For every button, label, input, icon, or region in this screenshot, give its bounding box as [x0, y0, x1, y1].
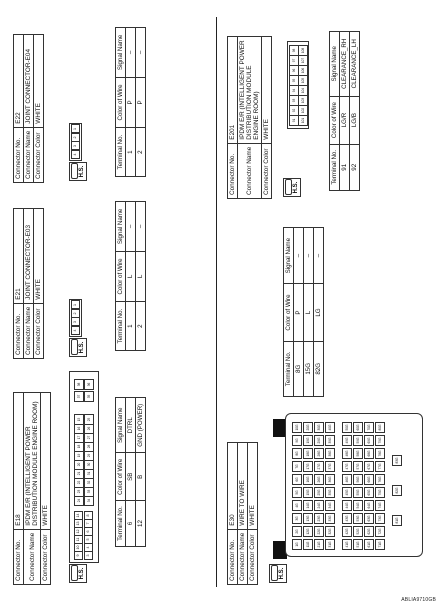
harness-side-icon: H.S. [69, 162, 87, 181]
connector-panel-e21 [11, 191, 213, 361]
connector-color-value: WHITE [262, 36, 272, 143]
connector-info-table: Connector No. E30 Connector Name WIRE TO WIRE Connector Color WHITE [227, 442, 258, 585]
terminal-pin: 22 [74, 477, 84, 488]
terminal-pin: 14 [74, 511, 83, 520]
terminal-pin: 66G [364, 474, 374, 485]
terminal-pin: 31 [84, 468, 94, 479]
terminal-pin: 44G [342, 500, 352, 511]
terminal-pin: 9 [74, 551, 83, 560]
terminal-pin: 74G [375, 500, 385, 511]
terminal-table-e30: Terminal No. Color of Wire Signal Name 8G P – 15G L – 82G LG – [283, 227, 324, 397]
table-row: 8G P – [294, 228, 304, 397]
connector-panel-e201 [225, 19, 427, 201]
terminal-pin: 31G [325, 539, 335, 550]
terminal-pin: 58G [353, 448, 363, 459]
terminal-pin: 101 [298, 115, 308, 126]
terminal-pin: 4 [71, 150, 80, 159]
terminal-pin: 15G [303, 487, 313, 498]
terminal-pin: 26G [314, 474, 324, 485]
connector-color-value: WHITE [41, 392, 51, 529]
terminal-pin: 95 [289, 75, 299, 86]
terminal-pin: 43G [342, 513, 352, 524]
connector-name-value: IPDM E/R (INTELLIGENT POWER DISTRIBUTION MODULE ENGINE ROOM) [24, 392, 41, 529]
terminal-pin: 29G [314, 435, 324, 446]
connector-info-table: Connector No. E201 Connector Name IPDM E/R (INTELLIGENT POWER DISTRIBUTION MODULE ENGINE ROOM) Connector Color WHITE [227, 36, 272, 199]
terminal-pin: 61G [364, 539, 374, 550]
terminal-pin: 14G [303, 500, 313, 511]
terminal-pin: 5G [292, 487, 302, 498]
terminal-pin: 77G [375, 461, 385, 472]
terminal-pin: 7 [84, 519, 93, 528]
terminal-pin: 72G [375, 526, 385, 537]
connector-color-value: WHITE [34, 208, 44, 303]
terminal-pin: 78G [375, 448, 385, 459]
terminal-pin: 94 [289, 85, 299, 96]
terminal-pin: 52G [353, 526, 363, 537]
terminal-pin: 91 [289, 115, 299, 126]
terminal-pin: 34 [84, 495, 94, 506]
terminal-pin: 40G [325, 422, 335, 433]
top-half [9, 17, 215, 587]
terminal-pin: 32G [325, 526, 335, 537]
terminal-pin: 81G [392, 515, 402, 526]
terminal-pin: 17 [74, 432, 84, 443]
terminal-pin: 68G [364, 448, 374, 459]
terminal-pin: 50G [342, 422, 352, 433]
connector-info-table: Connector No. E22 Connector Name JOINT CONNECTOR-E04 Connector Color WHITE [13, 34, 44, 183]
terminal-pin: 4G [292, 500, 302, 511]
terminal-pin: 42G [342, 526, 352, 537]
terminal-pin: 103 [298, 95, 308, 106]
terminal-table-e201: Terminal No. Color of Wire Signal Name 91 LG/R CLEARANCE_RH 92 LG/B CLEARANCE_LH [329, 31, 360, 191]
terminal-pin: 1 [71, 125, 80, 134]
rotated-content [9, 17, 429, 587]
connector-color-value: WHITE [34, 34, 44, 127]
terminal-pin: 8 [84, 511, 93, 520]
terminal-pin: 36G [325, 474, 335, 485]
terminal-pin: 79G [375, 435, 385, 446]
table-row: 2 L – [136, 202, 146, 351]
terminal-pin: 6 [84, 527, 93, 536]
terminal-pin: 92 [289, 105, 299, 116]
connector-face-e18 [69, 371, 99, 563]
table-row: 1 P – [126, 28, 136, 177]
terminal-pin: 107 [298, 55, 308, 66]
terminal-pin: 28 [84, 441, 94, 452]
terminal-pin: 30 [84, 459, 94, 470]
terminal-pin: 45G [342, 487, 352, 498]
terminal-pin: 25G [314, 487, 324, 498]
terminal-pin: 4 [84, 543, 93, 552]
terminal-pin: 108 [298, 45, 308, 56]
harness-side-icon: H.S. [69, 338, 87, 357]
terminal-table-e21: Terminal No. Color of Wire Signal Name 1 L – 2 L – [115, 201, 146, 351]
terminal-pin: 24 [74, 495, 84, 506]
terminal-pin: 46G [342, 474, 352, 485]
terminal-pin: 102 [298, 105, 308, 116]
terminal-pin: 56G [353, 474, 363, 485]
terminal-pin: 98 [289, 45, 299, 56]
table-row: 15G L – [304, 228, 314, 397]
terminal-pin: 36 [84, 379, 94, 390]
terminal-pin: 34G [325, 500, 335, 511]
terminal-pin: 21 [74, 468, 84, 479]
connector-info-table: Connector No. E18 Connector Name IPDM E/R (INTELLIGENT POWER DISTRIBUTION MODULE ENGINE ROOM) Connector Color WHITE [13, 392, 51, 585]
terminal-pin: 10 [74, 543, 83, 552]
terminal-pin: 96 [289, 65, 299, 76]
terminal-pin: 71G [375, 539, 385, 550]
terminal-pin: 51G [353, 539, 363, 550]
terminal-pin: 54G [353, 500, 363, 511]
terminal-pin: 64G [364, 500, 374, 511]
connector-no-value: E18 [14, 392, 24, 529]
terminal-pin: 23G [314, 513, 324, 524]
terminal-pin: 38 [74, 379, 84, 390]
terminal-pin: 60G [353, 422, 363, 433]
terminal-pin: 67G [364, 461, 374, 472]
terminal-pin: 15 [74, 414, 84, 425]
terminal-pin: 22G [314, 526, 324, 537]
connector-panel-e18 [11, 367, 213, 587]
terminal-pin: 11 [74, 535, 83, 544]
terminal-pin: 9G [292, 435, 302, 446]
connector-face-e30 [285, 413, 423, 557]
terminal-table-e18: Terminal No. Color of Wire Signal Name 6 SB DTRL 12 B GND (POWER) [115, 397, 146, 547]
terminal-pin: 106 [298, 65, 308, 76]
connector-no-value: E201 [228, 36, 238, 143]
table-row: 1 L – [126, 202, 136, 351]
bottom-half [223, 17, 429, 587]
table-row: 12 B GND (POWER) [136, 398, 146, 547]
table-row: 91 LG/R CLEARANCE_RH [340, 32, 350, 191]
terminal-pin: 5 [84, 535, 93, 544]
terminal-pin: 75G [375, 487, 385, 498]
terminal-pin: 65G [364, 487, 374, 498]
connector-face-e201 [287, 41, 309, 129]
terminal-pin: 7G [292, 461, 302, 472]
connector-color-value: WHITE [248, 442, 258, 529]
connector-face-e21 [69, 299, 82, 337]
terminal-pin: 73G [375, 513, 385, 524]
terminal-pin: 12G [303, 526, 313, 537]
terminal-pin: 19G [303, 435, 313, 446]
terminal-pin: 37 [74, 391, 84, 402]
terminal-pin: 70G [364, 422, 374, 433]
terminal-pin: 24G [314, 500, 324, 511]
terminal-pin: 69G [364, 435, 374, 446]
harness-side-icon: H.S. [269, 564, 287, 583]
connector-name-value: WIRE TO WIRE [238, 442, 248, 529]
connector-face-e22 [69, 123, 82, 161]
terminal-pin: 3G [292, 513, 302, 524]
terminal-pin: 33G [325, 513, 335, 524]
terminal-pin: 83G [392, 455, 402, 466]
terminal-pin: 28G [314, 448, 324, 459]
terminal-pin: 11G [303, 539, 313, 550]
connector-info-table: Connector No. E21 Connector Name JOINT CONNECTOR-E03 Connector Color WHITE [13, 208, 44, 359]
terminal-pin: 3 [71, 142, 80, 151]
connector-no-value: E30 [228, 442, 238, 529]
table-row: 6 SB DTRL [126, 398, 136, 547]
terminal-pin: 2 [71, 133, 80, 142]
terminal-pin: 18 [74, 441, 84, 452]
terminal-pin: 1 [71, 301, 80, 310]
terminal-pin: 2 [71, 309, 80, 318]
terminal-pin: 6G [292, 474, 302, 485]
terminal-pin: 39G [325, 435, 335, 446]
connector-name-value: IPDM E/R (INTELLIGENT POWER DISTRIBUTION MODULE ENGINE ROOM) [238, 36, 262, 143]
terminal-pin: 30G [314, 422, 324, 433]
connector-no-value: E22 [14, 34, 24, 127]
terminal-pin: 93 [289, 95, 299, 106]
terminal-pin: 3 [84, 551, 93, 560]
terminal-pin: 59G [353, 435, 363, 446]
terminal-pin: 13G [303, 513, 313, 524]
terminal-pin: 76G [375, 474, 385, 485]
terminal-pin: 8G [292, 448, 302, 459]
terminal-pin: 82G [392, 485, 402, 496]
table-row: 2 P – [136, 28, 146, 177]
terminal-table-e22: Terminal No. Color of Wire Signal Name 1 P – 2 P – [115, 27, 146, 177]
terminal-pin: 10G [292, 422, 302, 433]
terminal-pin: 97 [289, 55, 299, 66]
terminal-pin: 3 [71, 318, 80, 327]
connector-name-value: JOINT CONNECTOR-E03 [24, 208, 34, 303]
terminal-pin: 29 [84, 450, 94, 461]
terminal-pin: 27 [84, 432, 94, 443]
connector-panel-e30 [225, 207, 427, 587]
table-row: 92 LG/B CLEARANCE_LH [350, 32, 360, 191]
harness-side-icon: H.S. [283, 178, 301, 197]
terminal-pin: 37G [325, 461, 335, 472]
terminal-pin: 18G [303, 448, 313, 459]
terminal-pin: 20 [74, 459, 84, 470]
terminal-pin: 62G [364, 526, 374, 537]
terminal-pin: 63G [364, 513, 374, 524]
connector-name-value: JOINT CONNECTOR-E04 [24, 34, 34, 127]
terminal-pin: 2G [292, 526, 302, 537]
terminal-pin: 16G [303, 474, 313, 485]
terminal-pin: 21G [314, 539, 324, 550]
terminal-pin: 35 [84, 391, 94, 402]
terminal-pin: 26 [84, 423, 94, 434]
terminal-pin: 33 [84, 486, 94, 497]
section-divider [216, 17, 217, 587]
table-row: 82G LG – [314, 228, 324, 397]
terminal-pin: 27G [314, 461, 324, 472]
terminal-pin: 12 [74, 527, 83, 536]
terminal-pin: 47G [342, 461, 352, 472]
terminal-pin: 48G [342, 448, 352, 459]
terminal-pin: 20G [303, 422, 313, 433]
terminal-pin: 25 [84, 414, 94, 425]
figure-code: ABLIA9710GB [401, 597, 436, 603]
connector-panel-e22 [11, 19, 213, 185]
terminal-pin: 49G [342, 435, 352, 446]
terminal-pin: 1G [292, 539, 302, 550]
terminal-pin: 55G [353, 487, 363, 498]
terminal-pin: 16 [74, 423, 84, 434]
connector-no-value: E21 [14, 208, 24, 303]
terminal-pin: 80G [375, 422, 385, 433]
terminal-pin: 35G [325, 487, 335, 498]
terminal-pin: 4 [71, 326, 80, 335]
terminal-pin: 41G [342, 539, 352, 550]
terminal-pin: 105 [298, 75, 308, 86]
terminal-pin: 23 [74, 486, 84, 497]
terminal-pin: 53G [353, 513, 363, 524]
terminal-pin: 57G [353, 461, 363, 472]
harness-side-icon: H.S. [69, 564, 87, 583]
terminal-pin: 104 [298, 85, 308, 96]
terminal-pin: 38G [325, 448, 335, 459]
terminal-pin: 19 [74, 450, 84, 461]
terminal-pin: 17G [303, 461, 313, 472]
terminal-pin: 32 [84, 477, 94, 488]
terminal-pin: 13 [74, 519, 83, 528]
